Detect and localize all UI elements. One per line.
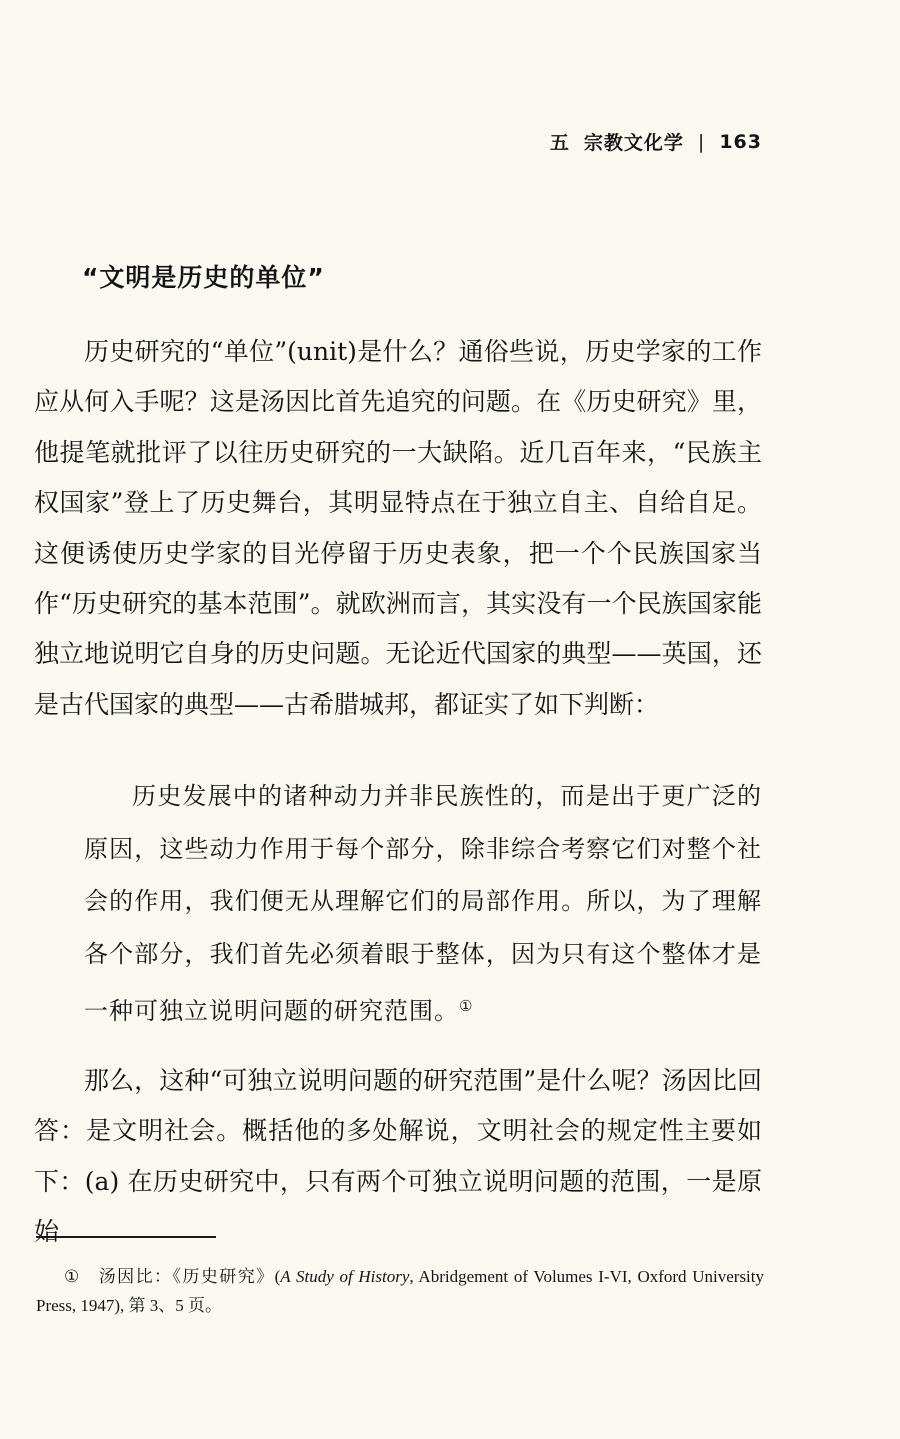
footnote bbox=[36, 1262, 764, 1320]
footnote-text-before: 汤因比：《历史研究》( bbox=[98, 1267, 281, 1286]
chapter-title: 宗教文化学 bbox=[583, 132, 684, 154]
header-separator: | bbox=[697, 130, 706, 153]
block-quote bbox=[84, 770, 762, 1038]
running-header bbox=[550, 128, 762, 155]
section-title: “文明是历史的单位” bbox=[82, 263, 325, 292]
footnote-book-title: A Study of History bbox=[280, 1267, 410, 1286]
footnote-text-after: , Abridgement of Volumes I-VI, Oxford University Press, 1947), 第 3、5 页。 bbox=[36, 1267, 765, 1315]
page-number: 163 bbox=[719, 130, 762, 153]
chapter-number: 五 bbox=[549, 132, 570, 154]
footnote-mark: ① bbox=[64, 1267, 81, 1286]
body-paragraph-2: 那么，这种“可独立说明问题的研究范围”是什么呢？汤因比回答：是文明社会。概括他的多处解说，文明社会的规定性主要如下：(a) 在历史研究中，只有两个可独立说明问题的范围，一是原始 bbox=[34, 1066, 762, 1247]
body-paragraph-1: 历史研究的“单位”(unit)是什么？通俗些说，历史学家的工作应从何入手呢？这是汤因比首先追究的问题。在《历史研究》里，他提笔就批评了以往历史研究的一大缺陷。近几百年来，“民族主权国家”登上了历史舞台，其明显特点在于独立自主、自给自足。这便诱使历史学家的目光停留于历史表象，把一个个民族国家当作“历史研究的基本范围”。就欧洲而言，其实没有一个民族国家能独立地说明它自身的历史问题。无论近代国家的典型——英国，还是古代国家的典型——古希腊城邦，都证实了如下判断： bbox=[34, 337, 762, 719]
block-quote-text: 历史发展中的诸种动力并非民族性的，而是出于更广泛的原因，这些动力作用于每个部分，除非综合考察它们对整个社会的作用，我们便无从理解它们的局部作用。所以，为了理解各个部分，我们首先必须着眼于整体，因为只有这个整体才是一种可独立说明问题的研究范围。 bbox=[84, 782, 762, 1025]
footnote-reference[interactable]: ① bbox=[459, 997, 474, 1015]
footnote-divider bbox=[36, 1236, 216, 1238]
